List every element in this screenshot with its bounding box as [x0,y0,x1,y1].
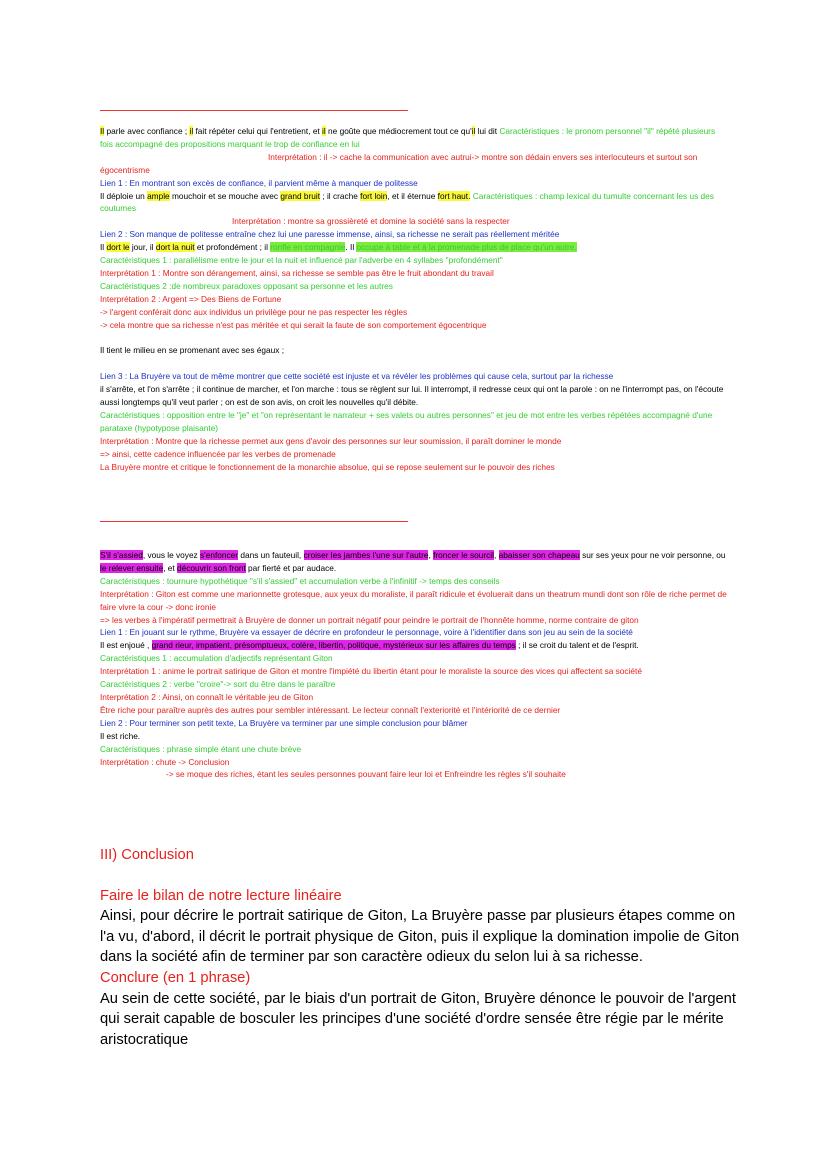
caracteristique-text: Caractéristiques : tournure hypothétique "s'il s'assied" et accumulation verbe à l'infinitif -> temps des conseils [100,575,500,586]
text-line: Il déploie un ample mouchoir et se mouche avec grand bruit ; il crache fort loin, et il éternue fort haut. Caractéristiques : champ lexical du tumulte concernant les us des coutumes [100,190,714,214]
interpretation-text: Interprétation 1 : Montre son dérangement, ainsi, sa richesse se semble pas être le fruit abondant du travail [100,267,494,278]
interpretation-text: Interprétation 2 : Ainsi, on connaît le véritable jeu de Giton [100,691,314,702]
conclusion-heading: III) Conclusion [100,847,194,863]
text-line: Il parle avec confiance ; il fait répéter celui qui l'entretient, et il ne goûte que médiocrement tout ce qu'il lui dit Caractéristiques : le pronom personnel "il" répété plusieurs fois accompagné des propositions marquant le trop de confiance en lui [100,126,716,149]
arrow-text: -> se moque des riches, étant les seules personnes pouvant faire leur loi et Enfreindre les règles s'il souhaite [166,769,566,780]
summary-text: Être riche pour paraître auprès des autres pour sembler intéressant. Le lecteur connaît l'exteriorité et l'intériorité de ce dernier [100,704,561,715]
quote-text: Il est riche. [100,730,141,741]
conclusion-paragraph: Au sein de cette société, par le biais d'un portrait de Giton, Bruyère dénonce le pouvoir de l'argent qui serait capable de bosculer les principes d'une société d'ordre sensée être régie par le mérite aristocratique [100,990,736,1048]
lien-text: Lien 1 : En jouant sur le rythme, Bruyère va essayer de décrire en profondeur le personnage, voire à l'identifier dans son jeu au sein de la société [100,627,633,638]
interpretation-text: Interprétation : chute -> Conclusion [100,756,230,767]
interpretation-text: Interprétation : Montre que la richesse permet aux gens d'avoir des personnes sur leur soumission, il paraît dominer le monde [100,435,562,446]
text-line: Il dort le jour, il dort la nuit et profondément ; il ronfle en compagnie. Il occupe à table et à la promenade plus de place qu'un autre. [100,242,577,253]
interpretation-text: Interprétation : montre sa grossièreté et domine la société sans la respecter [232,216,510,227]
caracteristique-text: Caractéristiques : phrase simple étant une chute brève [100,743,302,754]
analysis-block-2 [100,549,728,781]
conclusion-paragraph: Ainsi, pour décrire le portrait satirique de Giton, La Bruyère passe par plusieurs étapes comme on l'a vu, d'abord, il décrit le portrait physique de Giton, puis il explique la domination impolie de Giton dans la société afin de terminer par son caractère odieux du selon lui à sa richesse. [100,908,740,966]
interpretation-text: Interprétation 1 : anime le portrait satirique de Giton et montre l'impiété du libertin étant pour le moraliste la source des vices qui affectent sa société [100,666,642,677]
summary-text: La Bruyère montre et critique le fonctionnement de la monarchie absolue, qui se repose seulement sur le pouvoir des riches [100,461,555,472]
lien-text: Lien 3 : La Bruyère va tout de même montrer que cette société est injuste et va révéler les problèmes qui cause cela, surtout par la richesse [100,371,614,382]
conclusion-subheading: Conclure (en 1 phrase) [100,969,251,986]
caracteristique-text: Caractéristiques 1 : accumulation d'adjectifs représentant Giton [100,653,333,664]
interpretation-text: Interprétation 2 : Argent => Des Biens de Fortune [100,293,282,304]
caracteristique-text: Caractéristiques : opposition entre le "je" et "on représentant le narrateur + ses valets ou autres personnes" et jeu de mot entre les verbes répétées accompagné d'une parataxe (hypotypose plaisante) [100,409,713,433]
separator-line-2 [100,521,408,522]
lien-text: Lien 1 : En montrant son excès de confiance, il parvient même à manquer de politesse [100,177,418,188]
caracteristique-text: Caractéristiques 2 : verbe "croire"-> sort du être dans le paraître [100,679,336,690]
lien-text: Lien 2 : Son manque de politesse entraîne chez lui une paresse immense, ainsi, sa richesse ne serait pas réellement méritée [100,229,560,240]
lien-text: Lien 2 : Pour terminer son petit texte, La Bruyère va terminer par une simple conclusion pour blâmer [100,717,468,728]
arrow-text: => ainsi, cette cadence influencée par les verbes de promenade [100,448,336,459]
text-line: S'il s'assied, vous le voyez s'enfoncer dans un fauteuil, croiser les jambes l'une sur l'autre, froncer le sourcil, abaisser son chapeau sur ses yeux pour ne voir personne, ou le relever ensuite, et découvrir son front par fierté et par audace. [100,550,726,573]
quote-text: Il tient le milieu en se promenant avec ses égaux ; [100,345,285,356]
interpretation-text: Interprétation : Giton est comme une marionnette grotesque, aux yeux du moraliste, il paraît ridicule et évoluerait dans un theatrum mundi dont son rôle de riche permet de faire vivre la cour -> donc ironie [100,588,727,612]
analysis-block-1 [100,125,728,473]
separator-line-1 [100,110,408,111]
text-line: Il est enjoué , grand rieur, impatient, présomptueux, colère, libertin, politique, mystérieux sur les affaires du temps ; il se croit du talent et de l'esprit. [100,640,639,651]
quote-text: il s'arrête, et l'on s'arrête ; il continue de marcher, et l'on marche : tous se règlent sur lui. Il interrompt, il redresse ceux qui ont la parole : on ne l'interrompt pas, on l'écoute aussi longtemps qu'il veut parler ; on est de son avis, on croit les nouvelles qu'il débite. [100,384,724,407]
conclusion-subheading: Faire le bilan de notre lecture linéaire [100,887,342,904]
caracteristique-text: Caractéristiques 1 : parallélisme entre le jour et la nuit et influencé par l'adverbe en 4 syllabes "profondément" [100,255,503,266]
conclusion-section [100,845,740,1050]
arrow-text: => les verbes à l'impératif permettrait à Bruyère de donner un portrait négatif pour peindre le portrait de l'honnête homme, norme contraire de giton [100,614,639,625]
caracteristique-text: Caractéristiques 2 :de nombreux paradoxes opposant sa personne et les autres [100,280,393,291]
arrow-text: -> l'argent conférait donc aux individus un privilège pour ne pas respecter les règles [100,306,408,317]
arrow-text: -> cela montre que sa richesse n'est pas méritée et qui serait la faute de son comportement égocentrique [100,319,487,330]
interpretation-text: Interprétation : il -> cache la communication avec autrui-> montre son dédain envers ses interlocuteurs et surtout son égocentrisme [100,151,698,175]
